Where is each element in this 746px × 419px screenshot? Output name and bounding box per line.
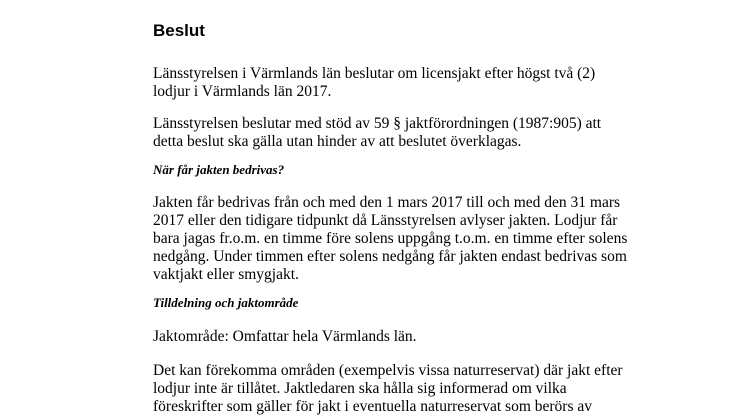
section-1-line-5: vaktjakt eller smygjakt. <box>153 266 299 283</box>
section-1-line-4: nedgång. Under timmen efter solens nedgång får jakten endast bedrivas som <box>153 248 627 265</box>
section-2-paragraph-2-line-2: lodjur inte är tillåtet. Jaktledaren ska hålla sig informerad om vilka <box>153 380 567 397</box>
section-1-line-1: Jakten får bedrivas från och med den 1 mars 2017 till och med den 31 mars <box>153 194 621 211</box>
section-1-heading: När får jakten bedrivas? <box>153 162 285 177</box>
section-1-line-3: bara jagas fr.o.m. en timme före solens uppgång t.o.m. en timme efter solens <box>153 230 628 247</box>
document-title: Beslut <box>153 21 205 40</box>
paragraph-2-line-2: detta beslut ska gälla utan hinder av att beslutet överklagas. <box>153 133 522 150</box>
section-2-paragraph-2-line-1: Det kan förekomma områden (exempelvis vissa naturreservat) där jakt efter <box>153 362 623 379</box>
section-2-heading: Tilldelning och jaktområde <box>153 295 299 310</box>
section-1-line-2: 2017 eller den tidigare tidpunkt då Länsstyrelsen avlyser jakten. Lodjur får <box>153 212 618 229</box>
paragraph-1-line-1: Länsstyrelsen i Värmlands län beslutar om licensjakt efter högst två (2) <box>153 65 596 82</box>
section-2-paragraph-2-line-3: föreskrifter som gäller för jakt i eventuella naturreservat som berörs av <box>153 398 592 415</box>
section-2-paragraph-1-line-1: Jaktområde: Omfattar hela Värmlands län. <box>153 328 417 345</box>
paragraph-2-line-1: Länsstyrelsen beslutar med stöd av 59 § jaktförordningen (1987:905) att <box>153 115 602 132</box>
paragraph-1-line-2: lodjur i Värmlands län 2017. <box>153 83 332 100</box>
